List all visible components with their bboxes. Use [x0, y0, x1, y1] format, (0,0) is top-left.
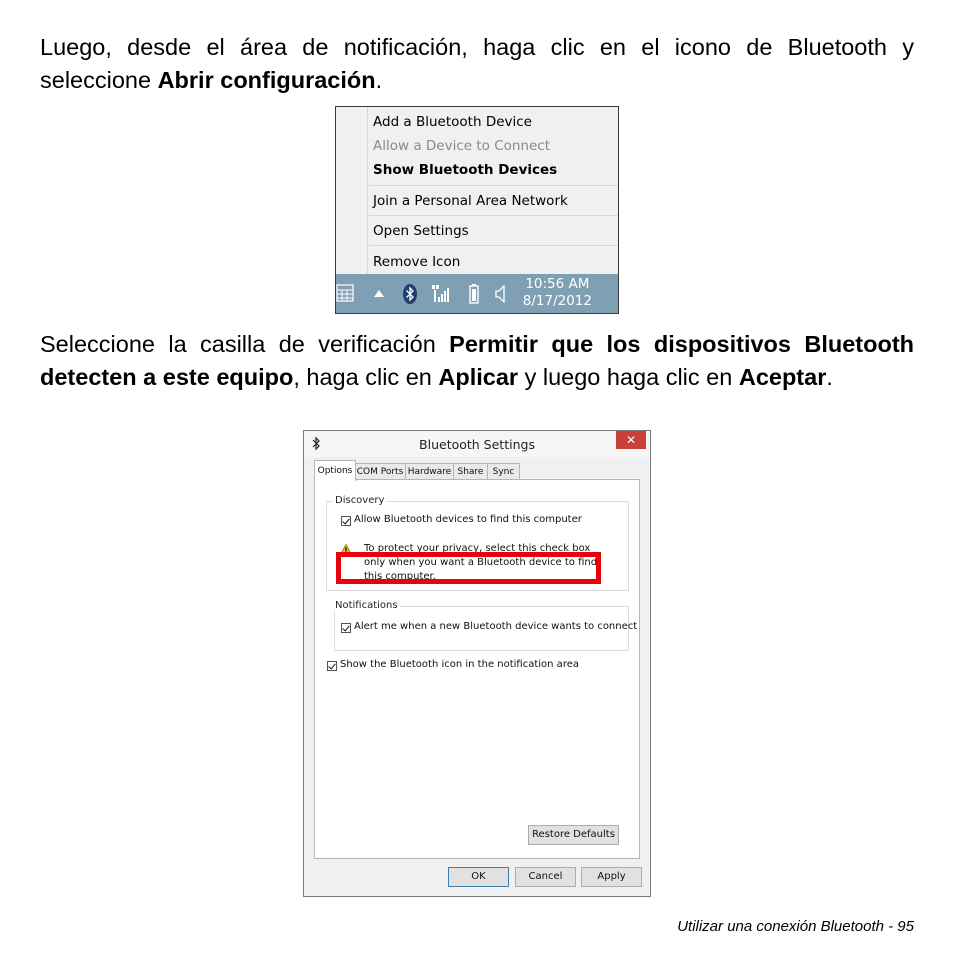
menu-item-open-settings[interactable]: Open Settings: [373, 223, 469, 239]
tab-com-ports[interactable]: COM Ports: [354, 463, 406, 480]
paragraph-text: Luego, desde el área de notificación, haga clic en el icono de Bluetooth y seleccione: [40, 34, 914, 93]
menu-item-join-pan[interactable]: Join a Personal Area Network: [373, 193, 568, 209]
taskbar: [336, 274, 618, 313]
instruction-paragraph-2: [40, 328, 914, 394]
paragraph-bold-text: Aplicar: [438, 364, 519, 390]
paragraph-bold-text: Abrir configuración: [157, 67, 376, 93]
alert-new-label[interactable]: Alert me when a new Bluetooth device wants to connect: [354, 621, 638, 632]
paragraph-text: y luego haga clic en: [518, 364, 739, 390]
discovery-group-label: Discovery: [335, 495, 385, 506]
menu-separator: [369, 245, 618, 246]
keyboard-icon[interactable]: [336, 284, 354, 302]
page-footer: Utilizar una conexión Bluetooth - 95: [677, 918, 914, 935]
dialog-title: Bluetooth Settings: [419, 437, 535, 452]
close-button[interactable]: ✕: [616, 431, 646, 449]
menu-separator: [369, 185, 618, 186]
bluetooth-settings-dialog: [303, 430, 651, 897]
tab-hardware[interactable]: Hardware: [405, 463, 454, 480]
paragraph-text: .: [826, 364, 833, 390]
tab-sync[interactable]: Sync: [487, 463, 520, 480]
tab-options[interactable]: Options: [314, 460, 356, 481]
privacy-warning-text: To protect your privacy, select this check box only when you want a Bluetooth device to find this computer.: [364, 543, 598, 582]
menu-item-add-device[interactable]: Add a Bluetooth Device: [373, 114, 532, 130]
paragraph-text: .: [375, 67, 383, 93]
allow-find-label[interactable]: Allow Bluetooth devices to find this computer: [354, 514, 582, 525]
clock-time: 10:56 AM: [525, 276, 590, 292]
bluetooth-icon[interactable]: [403, 284, 417, 304]
highlight-box: [336, 552, 601, 584]
clock-date: 8/17/2012: [522, 293, 592, 309]
chevron-up-icon[interactable]: [374, 290, 384, 297]
notifications-group-label: Notifications: [335, 600, 398, 611]
menu-item-allow-connect: Allow a Device to Connect: [373, 138, 551, 154]
signal-icon[interactable]: [431, 283, 449, 303]
menu-item-show-devices[interactable]: Show Bluetooth Devices: [373, 162, 558, 178]
dialog-titlebar[interactable]: [304, 431, 650, 457]
battery-icon[interactable]: [469, 284, 479, 304]
menu-item-remove-icon[interactable]: Remove Icon: [373, 254, 461, 270]
context-menu-screenshot: [335, 106, 619, 314]
menu-gutter-divider: [367, 107, 368, 274]
cancel-button[interactable]: Cancel: [515, 867, 576, 887]
allow-find-checkbox[interactable]: [341, 516, 351, 526]
options-panel: [314, 479, 640, 859]
show-icon-label[interactable]: Show the Bluetooth icon in the notification area: [340, 659, 579, 670]
alert-new-checkbox[interactable]: [341, 623, 351, 633]
restore-defaults-button[interactable]: Restore Defaults: [528, 825, 619, 845]
instruction-paragraph-1: [40, 31, 914, 97]
notifications-group: [334, 600, 638, 651]
paragraph-bold-text: Aceptar: [738, 364, 827, 390]
paragraph-text: , haga clic en: [293, 364, 439, 390]
paragraph-text: Seleccione la casilla de verificación: [40, 331, 450, 357]
apply-button[interactable]: Apply: [581, 867, 642, 887]
speaker-icon[interactable]: [495, 285, 507, 303]
paragraph-bold-text: Permitir que los dispositivos Bluetooth detecten a este equipo: [40, 331, 915, 390]
menu-separator: [369, 215, 618, 216]
ok-button[interactable]: OK: [448, 867, 509, 887]
tab-share[interactable]: Share: [453, 463, 488, 480]
taskbar-clock[interactable]: [523, 276, 592, 310]
show-icon-checkbox[interactable]: [327, 661, 337, 671]
